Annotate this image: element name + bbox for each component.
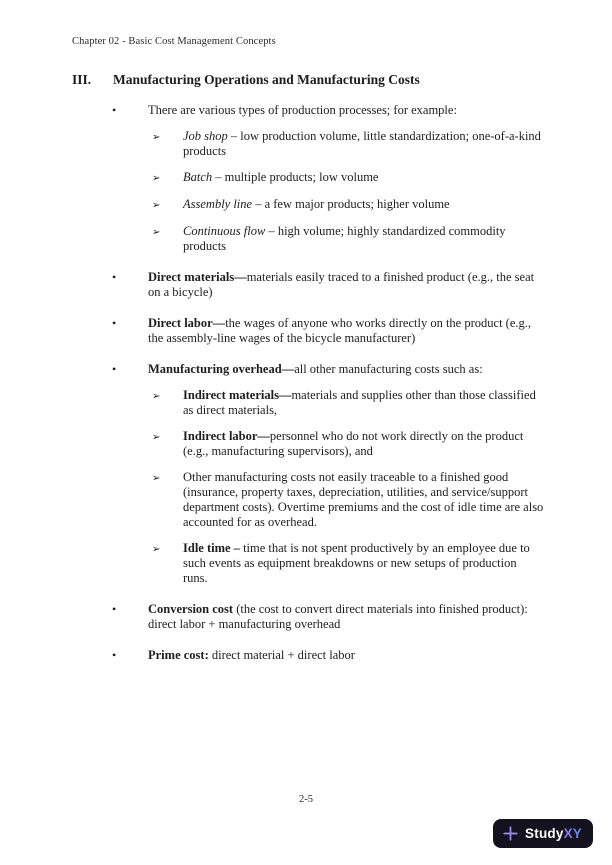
arrow-icon: ➢: [152, 173, 161, 184]
item-lead-term: Direct materials—: [148, 270, 247, 284]
sub-bullet-item: [72, 129, 544, 159]
brand-y: Y: [572, 826, 582, 841]
chapter-header: Chapter 02 - Basic Cost Management Concepts: [72, 36, 276, 47]
bullet-item: [72, 362, 544, 377]
bullet-item: [72, 316, 544, 346]
item-text: Conversion cost (the cost to convert direct materials into finished product): direct labor + manufacturing overhead: [148, 602, 528, 631]
bullet-icon: •: [112, 648, 117, 662]
section-title: Manufacturing Operations and Manufacturing Costs: [113, 72, 420, 87]
item-text: Manufacturing overhead—all other manufacturing costs such as:: [148, 362, 483, 376]
bullet-item: [72, 602, 544, 632]
item-lead-term: Direct labor—: [148, 316, 226, 330]
sub-bullet-item: [72, 224, 544, 254]
bullet-icon: •: [112, 103, 117, 117]
sub-bullet-item: [72, 429, 544, 459]
item-text: Assembly line – a few major products; higher volume: [183, 197, 450, 211]
item-text: Indirect labor—personnel who do not work directly on the product (e.g., manufacturing supervisors), and: [183, 429, 524, 458]
sub-bullet-item: [72, 170, 544, 186]
page-number: 2-5: [299, 794, 313, 805]
item-lead-term: Conversion cost: [148, 602, 237, 616]
sub-bullet-item: [72, 388, 544, 418]
section-heading: [72, 72, 420, 88]
item-lead-term: Indirect labor—: [183, 429, 270, 443]
section-number: III.: [72, 72, 92, 87]
item-text: There are various types of production processes; for example:: [148, 103, 457, 117]
brand-x: X: [563, 826, 573, 841]
brand-study: Study: [525, 826, 564, 841]
item-text: Indirect materials—materials and supplies other than those classified as direct materials,: [183, 388, 536, 417]
arrow-icon: ➢: [152, 227, 161, 238]
arrow-icon: ➢: [152, 432, 161, 443]
item-lead-term: Assembly line –: [183, 197, 265, 211]
bullet-icon: •: [112, 316, 117, 330]
bullet-icon: •: [112, 602, 117, 616]
item-text: Prime cost: direct material + direct labor: [148, 648, 355, 662]
item-text: Idle time – time that is not spent productively by an employee due to such events as equipment breakdowns or new setups of production runs.: [183, 541, 530, 585]
item-text: Direct materials—materials easily traced to a finished product (e.g., the seat on a bicycle): [148, 270, 535, 299]
bullet-icon: •: [112, 362, 117, 376]
item-text: Other manufacturing costs not easily traceable to a finished good (insurance, property taxes, depreciation, utilities, and service/support department costs). Overtime premiums and the cost of idle time are also accounted for as overhead.: [183, 470, 544, 529]
bullet-item: [72, 103, 544, 118]
item-text: Continuous flow – high volume; highly standardized commodity products: [183, 224, 506, 253]
studyxy-logo[interactable]: [493, 819, 593, 848]
bullet-icon: •: [112, 270, 117, 284]
arrow-icon: ➢: [152, 132, 161, 143]
item-lead-term: Continuous flow –: [183, 224, 278, 238]
brand-text: [525, 826, 582, 841]
item-text: Direct labor—the wages of anyone who works directly on the product (e.g., the assembly-line wages of the bicycle manufacturer): [148, 316, 532, 345]
arrow-icon: ➢: [152, 391, 161, 402]
sub-bullet-item: [72, 470, 544, 530]
plus-icon: [502, 825, 519, 842]
item-lead-term: Indirect materials—: [183, 388, 292, 402]
bullet-item: [72, 648, 544, 663]
item-text: Job shop – low production volume, little standardization; one-of-a-kind products: [183, 129, 541, 158]
item-lead-term: Prime cost:: [148, 648, 212, 662]
arrow-icon: ➢: [152, 544, 161, 555]
content-list: [72, 99, 544, 663]
bullet-item: [72, 270, 544, 300]
item-lead-term: Idle time –: [183, 541, 244, 555]
item-lead-term: Job shop –: [183, 129, 241, 143]
arrow-icon: ➢: [152, 473, 161, 484]
arrow-icon: ➢: [152, 200, 161, 211]
item-lead-term: Manufacturing overhead—: [148, 362, 295, 376]
item-text: Batch – multiple products; low volume: [183, 170, 379, 184]
sub-bullet-item: [72, 541, 544, 586]
item-lead-term: Batch –: [183, 170, 225, 184]
sub-bullet-item: [72, 197, 544, 213]
